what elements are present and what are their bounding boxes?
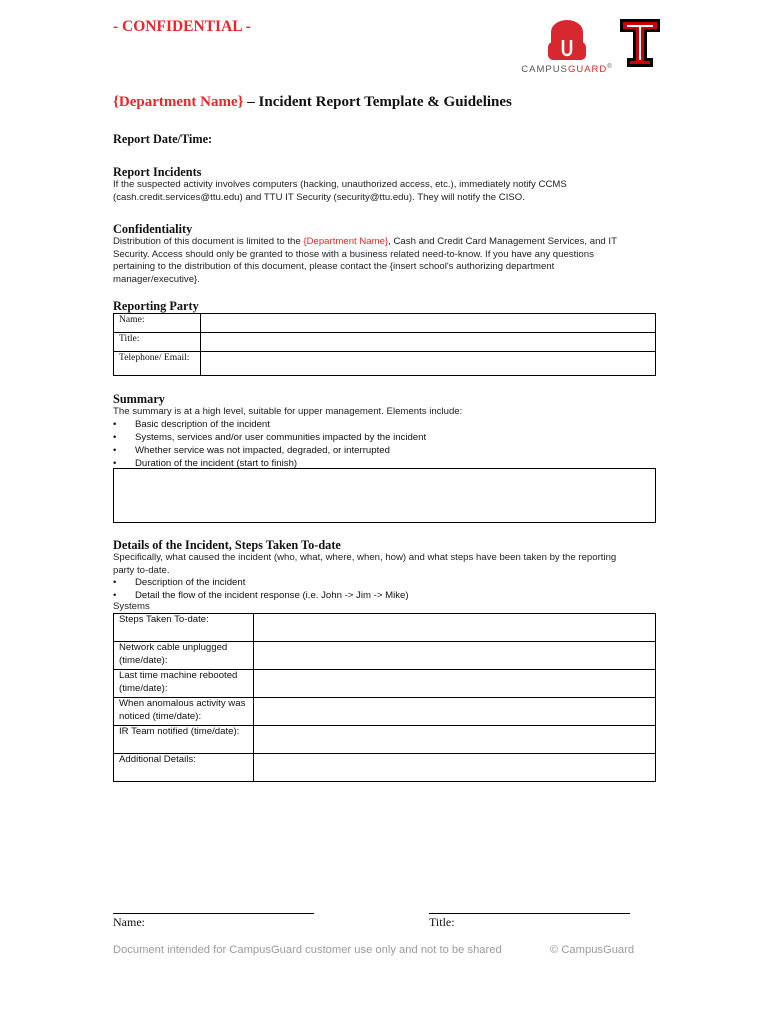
confidentiality-text: Distribution of this document is limited to the {Department Name}, Cash and Credit Card Management Services, and IT Security. Access should only be granted to those with a business related need-to-know. If you have any questions pertaining to the distribution of this document, please contact the {insert school's authorizing department manager/executive}. xyxy=(113,236,617,285)
details-heading: Details of the Incident, Steps Taken To-date xyxy=(113,538,341,552)
table-row xyxy=(114,352,656,376)
campusguard-logo xyxy=(521,18,613,80)
signature-name-label: Name: xyxy=(113,915,145,929)
steps-taken-label: Steps Taken To-date: xyxy=(114,614,254,642)
additional-details-field[interactable] xyxy=(254,754,656,782)
name-label: Name: xyxy=(114,314,201,333)
table-row xyxy=(114,314,656,333)
name-signature-line[interactable] xyxy=(113,913,314,914)
texas-tech-logo xyxy=(618,17,662,69)
reporting-party-table xyxy=(113,313,656,376)
ttu-logo-letters xyxy=(662,17,663,18)
details-table xyxy=(113,613,656,782)
table-row xyxy=(114,726,656,754)
last-reboot-label: Last time machine rebooted (time/date): xyxy=(114,670,254,698)
telephone-email-label: Telephone/ Email: xyxy=(114,352,201,376)
table-row xyxy=(114,698,656,726)
footer-copyright: © CampusGuard xyxy=(550,944,635,956)
table-row xyxy=(114,642,656,670)
summary-heading: Summary xyxy=(113,392,165,406)
ir-team-notified-label: IR Team notified (time/date): xyxy=(114,726,254,754)
table-row xyxy=(114,333,656,352)
title-signature-line[interactable] xyxy=(429,913,630,914)
systems-label: Systems xyxy=(113,601,150,612)
page-title: {Department Name} – Incident Report Template & Guidelines xyxy=(113,94,512,110)
table-row xyxy=(114,670,656,698)
telephone-email-field[interactable] xyxy=(201,352,656,376)
title-label: Title: xyxy=(114,333,201,352)
table-row xyxy=(114,754,656,782)
report-incidents-text: If the suspected activity involves computers (hacking, unauthorized access, etc.), immediately notify CCMS (cash.credit.services@ttu.edu) and TTU IT Security (security@ttu.edu). They will notify the CISO. xyxy=(113,179,567,203)
double-t-logo-icon xyxy=(618,17,662,69)
network-cable-field[interactable] xyxy=(254,642,656,670)
report-incidents-heading: Report Incidents xyxy=(113,165,202,179)
additional-details-label: Additional Details: xyxy=(114,754,254,782)
steps-taken-field[interactable] xyxy=(254,614,656,642)
confidentiality-heading: Confidentiality xyxy=(113,222,193,236)
anomalous-activity-label: When anomalous activity was noticed (time/date): xyxy=(114,698,254,726)
network-cable-label: Network cable unplugged (time/date): xyxy=(114,642,254,670)
campusguard-shield-icon xyxy=(521,18,613,64)
anomalous-activity-field[interactable] xyxy=(254,698,656,726)
title-field[interactable] xyxy=(201,333,656,352)
ir-team-notified-field[interactable] xyxy=(254,726,656,754)
last-reboot-field[interactable] xyxy=(254,670,656,698)
campusguard-wordmark: CAMPUSGUARD® xyxy=(521,64,613,75)
reporting-party-heading: Reporting Party xyxy=(113,299,199,313)
footer-disclaimer: Document intended for CampusGuard customer use only and not to be shared xyxy=(113,944,502,956)
details-intro: Specifically, what caused the incident (who, what, where, when, how) and what steps have been taken by the reporting party to-date. xyxy=(113,552,617,576)
name-field[interactable] xyxy=(201,314,656,333)
summary-textbox[interactable] xyxy=(113,468,656,523)
confidential-label: - CONFIDENTIAL - xyxy=(113,18,251,35)
summary-intro: The summary is at a high level, suitable for upper management. Elements include: xyxy=(113,406,463,417)
signature-title-label: Title: xyxy=(429,915,455,929)
report-date-label: Report Date/Time: xyxy=(113,132,213,146)
table-row xyxy=(114,614,656,642)
